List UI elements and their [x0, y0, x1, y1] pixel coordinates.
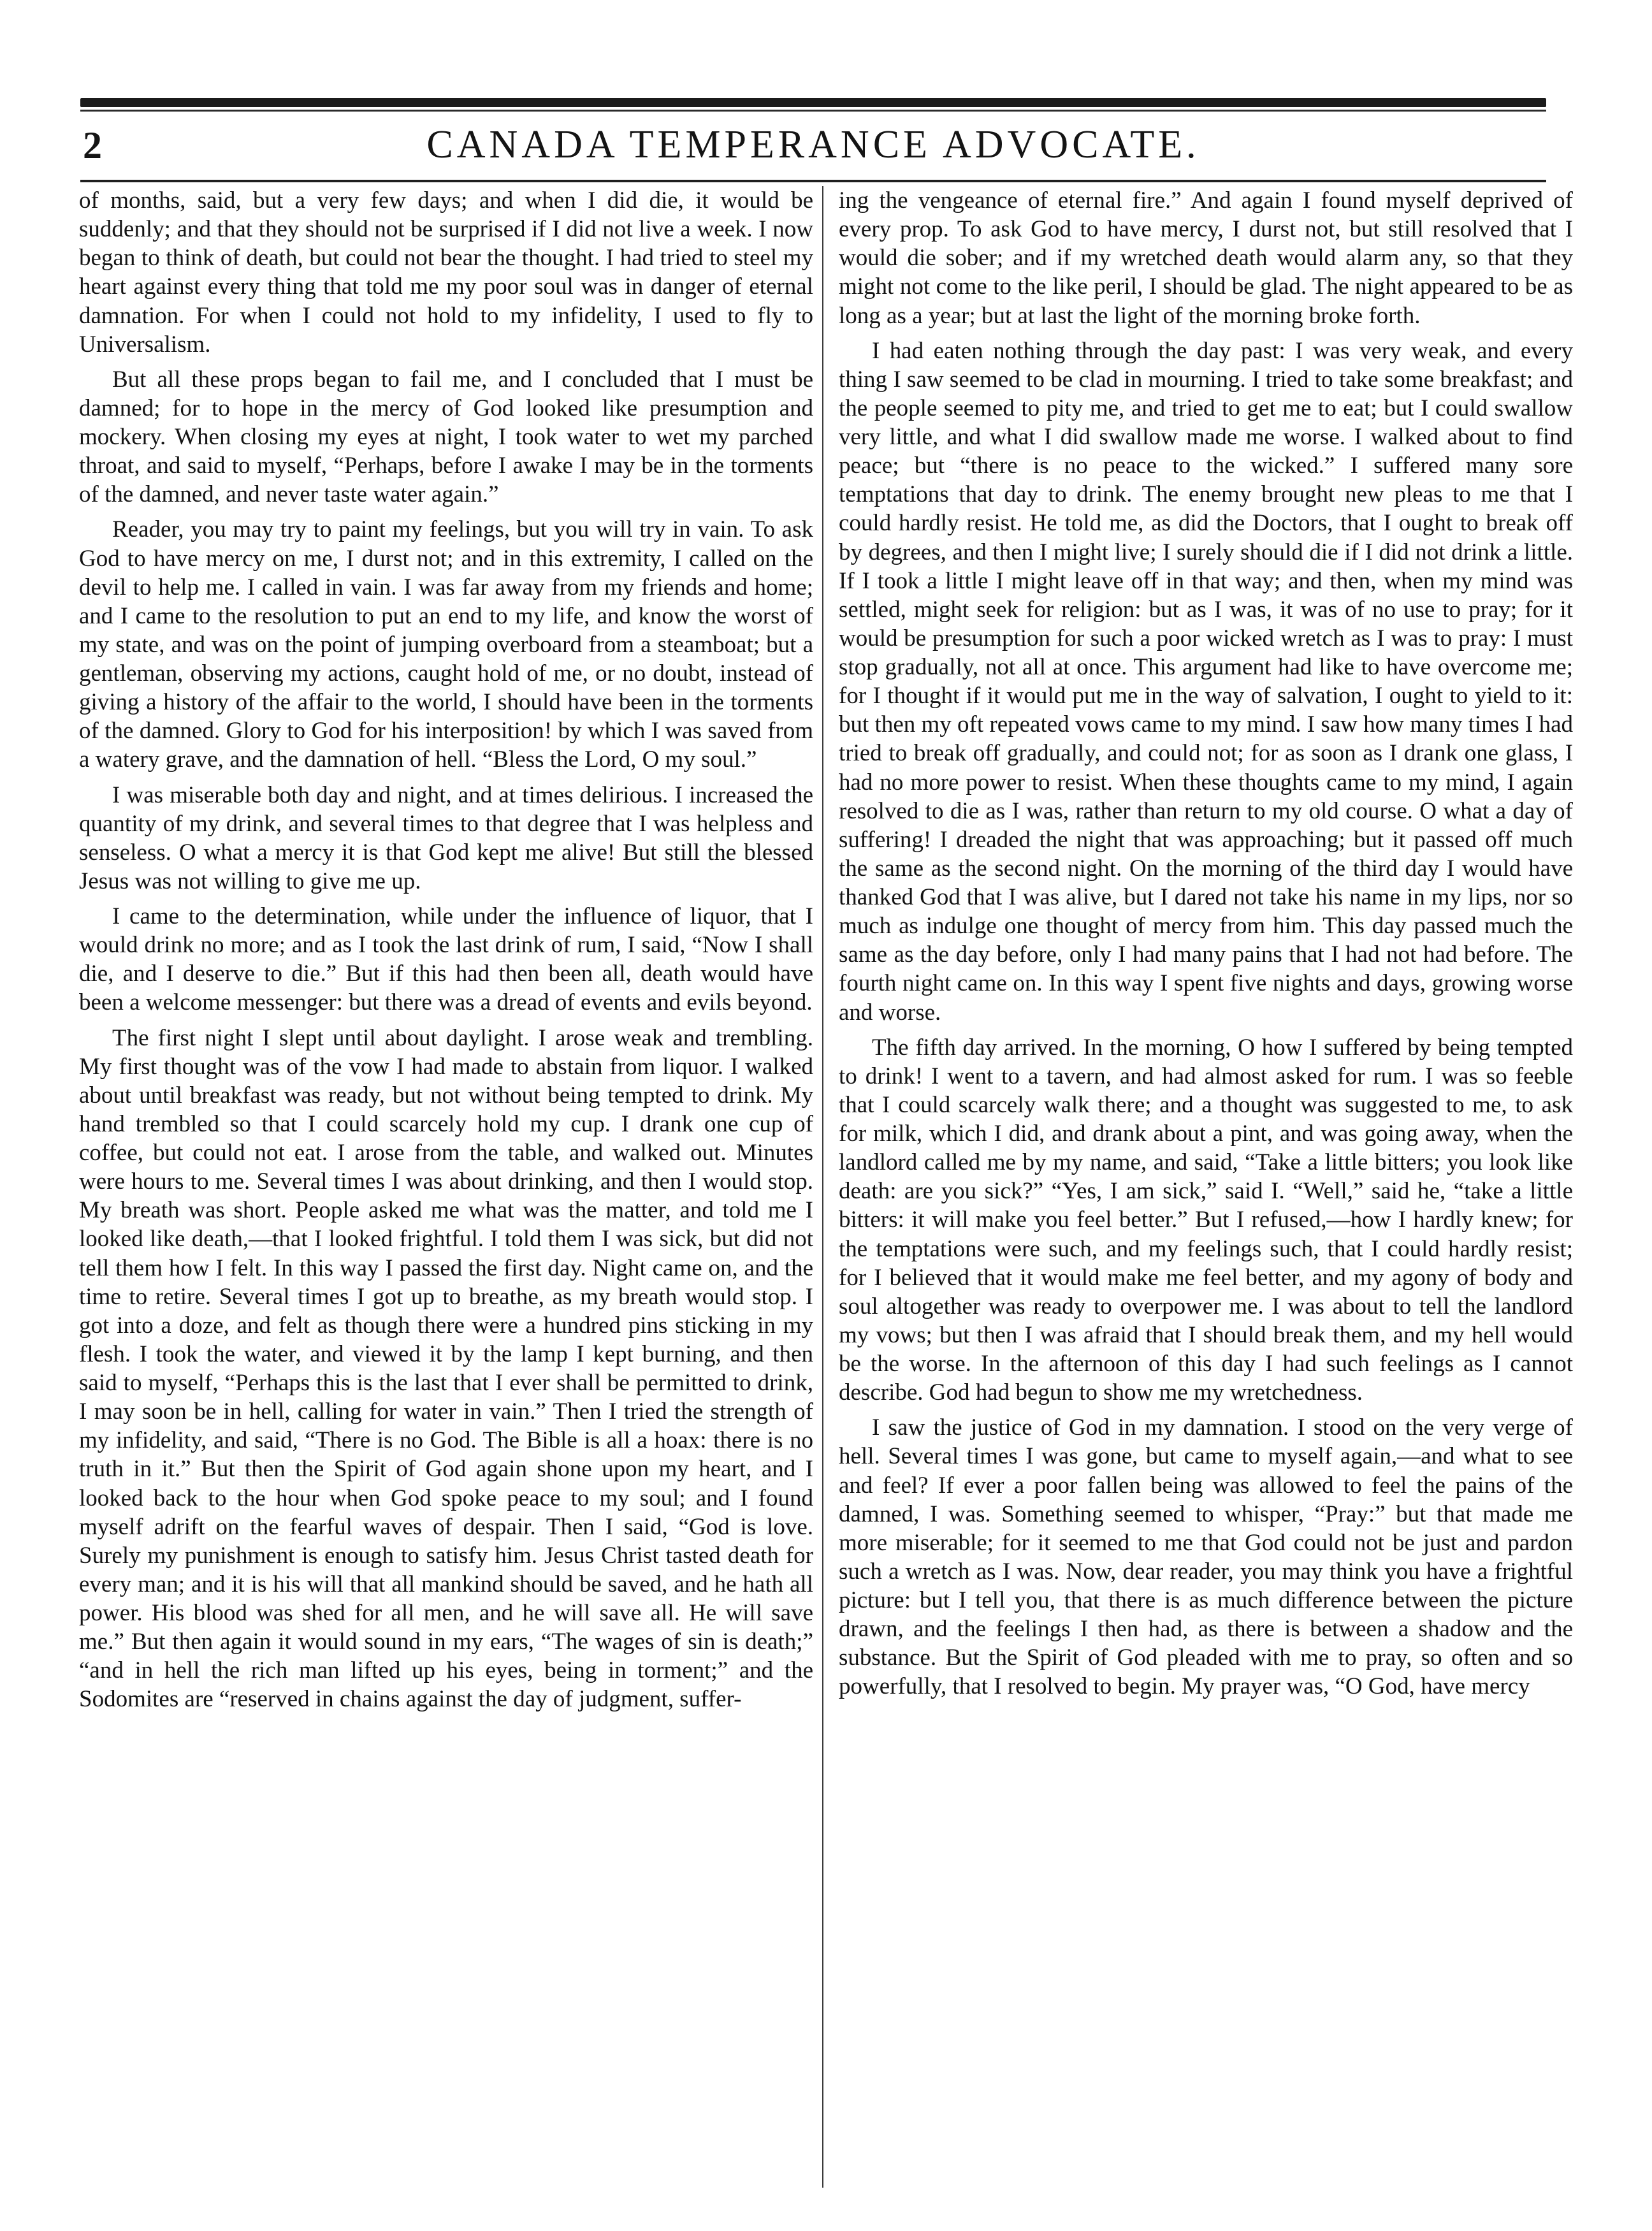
masthead-title: CANADA TEMPERANCE ADVOCATE.: [426, 123, 1200, 166]
paragraph: I was miserable both day and night, and at times delirious. I increased the quantity of my drink, and several times to that degree that I was helpless and senseless. O what a mercy it is that God kept me alive! But still the blessed Jesus was not willing to give me up.: [79, 781, 813, 894]
paragraph: I came to the determination, while under the influence of liquor, that I would drink no more; and as I took the last drink of rum, I said, “Now I shall die, and I deserve to die.” But if this had then been all, death would have been a welcome messenger: but there was a dread of events and evils beyond.: [79, 903, 813, 1016]
header-rule: [80, 180, 1546, 182]
paragraph: I had eaten nothing through the day past: I was very weak, and every thing I saw seemed to be clad in mourning. I tried to take some breakfast; and the people seemed to pity me, and tried to get me to eat; but I could swallow very little, and what I did swallow made me worse. I walked about to find peace; but “there is no peace to the wicked.” I suffered many sore temptations that day to drink. The enemy brought new pleas to me that I could hardly resist. He told me, as did the Doctors, that I ought to break off by degrees, and then I might live; I surely should die if I did not drink a little. If I took a little I might leave off in that way; and then, when my mind was settled, might seek for religion: but as I was, it was of no use to pray; for it would be presumption for such a poor wicked wretch as I was to pray: I must stop gradually, not all at once. This argument had like to have overcome me; for I thought if it would put me in the way of salvation, I ought to yield to it: but then my oft repeated vows came to my mind. I saw how many times I had tried to break off gradually, and could not; for as soon as I drank one glass, I had no more power to resist. When these thoughts came to my mind, I again resolved to die as I was, rather than return to my old course. O what a day of suffering! I dreaded the night that was approaching; but it passed off much the same as the second night. On the morning of the third day I would have thanked God that I was alive, but I dared not take his name in my lips, nor so much as indulge one thought of mercy from him. This day passed much the same as the day before, only I had many pains that I had not had before. The fourth night came on. In this way I spent five nights and days, growing worse and worse.: [839, 337, 1573, 1026]
paragraph: of months, said, but a very few days; and when I did die, it would be suddenly; and that they should not be surprised if I did not live a week. I now began to think of death, but could not bear the thought. I had tried to steel my heart against every thing that told me my poor soul was in danger of eternal damnation. For when I could not hold to my infidelity, I used to fly to Universalism.: [79, 187, 813, 358]
page-header: [80, 115, 1546, 178]
page-number: 2: [83, 124, 103, 166]
paragraph: The fifth day arrived. In the morning, O how I suffered by being tempted to drink! I went to a tavern, and had almost asked for rum. I was so feeble that I could scarcely walk there; and a thought was suggested to me, to ask for milk, which I did, and drank about a pint, and was going away, when the landlord called me by my name, and said, “Take a little bitters; you look like death: are you sick?” “Yes, I am sick,” said I. “Well,” said he, “take a little bitters: it will make you feel better.” But I refused,—how I hardly knew; for the temptations were such, and my feelings such, that I could hardly resist; for I believed that it would make me feel better, and my agony of body and soul altogether was ready to overpower me. I was about to tell the landlord my vows; but then I was afraid that I should break them, and my hell would be the worse. In the afternoon of this day I had such feelings as I cannot describe. God had begun to show me my wretchedness.: [839, 1034, 1573, 1406]
top-border-hairline: [80, 110, 1546, 112]
paragraph: Reader, you may try to paint my feelings, but you will try in vain. To ask God to have mercy on me, I durst not; and in this extremity, I called on the devil to help me. I called in vain. I was far away from my friends and home; and I came to the resolution to put an end to my life, and know the worst of my state, and was on the point of jumping overboard from a steamboat; but a gentleman, observing my actions, caught hold of me, or no doubt, instead of giving a history of the affair to the world, I should have been in the torments of the damned. Glory to God for his interposition! by which I was saved from a watery grave, and the damnation of hell. “Bless the Lord, O my soul.”: [79, 516, 813, 773]
paragraph: The first night I slept until about daylight. I arose weak and trembling. My first thought was of the vow I had made to abstain from liquor. I walked about until breakfast was ready, but not without being tempted to drink. My hand trembled so that I could scarcely hold my cup. I drank one cup of coffee, but could not eat. I arose from the table, and walked out. Minutes were hours to me. Several times I was about drinking, and then I would stop. My breath was short. People asked me what was the matter, and told me I looked like death,—that I looked frightful. I told them I was sick, but did not tell them how I felt. In this way I passed the first day. Night came on, and the time to retire. Several times I got up to breathe, as my breath would stop. I got into a doze, and felt as though there were a hundred pins sticking in my flesh. I took the water, and viewed it by the lamp I kept burning, and then said to myself, “Perhaps this is the last that I ever shall be permitted to drink, I may soon be in hell, calling for water in vain.” Then I tried the strength of my infidelity, and said, “There is no God. The Bible is all a hoax: there is no truth in it.” But then the Spirit of God again shone upon my heart, and I looked back to the hour when God spoke peace to my soul; and I found myself adrift on the fearful waves of despair. Then I said, “God is love. Surely my punishment is enough to satisfy him. Jesus Christ tasted death for every man; and it is his will that all mankind should be saved, and he hath all power. His blood was shed for all men, and he will save all. He will save me.” But then again it would sound in my ears, “The wages of sin is death;” “and in hell the rich man lifted up his eyes, being in torment;” and the Sodomites are “reserved in chains against the day of judgment, suffer-: [79, 1024, 813, 1713]
paragraph: But all these props began to fail me, and I concluded that I must be damned; for to hope in the mercy of God looked like presumption and mockery. When closing my eyes at night, I took water to wet my parched throat, and said to myself, “Perhaps, before I awake I may be in the torments of the damned, and never taste water again.”: [79, 366, 813, 508]
paragraph: ing the vengeance of eternal fire.” And again I found myself deprived of every prop. To ask God to have mercy, I durst not, but still resolved that I would die sober; and if my wretched death would alarm any, so that they might not come to the like peril, I should be glad. The night appeared to be as long as a year; but at last the light of the morning broke forth.: [839, 187, 1573, 329]
top-border-rule: [80, 98, 1546, 107]
left-column: [79, 186, 813, 2213]
column-divider: [822, 186, 823, 2188]
paragraph: I saw the justice of God in my damnation. I stood on the very verge of hell. Several times I was gone, but came to myself again,—and what to see and feel? If ever a poor fallen being was allowed to feel the pains of the damned, I was. Something seemed to whisper, “Pray:” but that made me more miserable; for it seemed to me that God could not be just and pardon such a wretch as I was. Now, dear reader, you may think you have a frightful picture: but I tell you, that there is as much difference between the picture drawn, and the feelings I then had, as there is between a shadow and the substance. But the Spirit of God pleaded with me to pray, so often and so powerfully, that I resolved to begin. My prayer was, “O God, have mercy: [839, 1414, 1573, 1700]
right-column: [839, 186, 1573, 2213]
